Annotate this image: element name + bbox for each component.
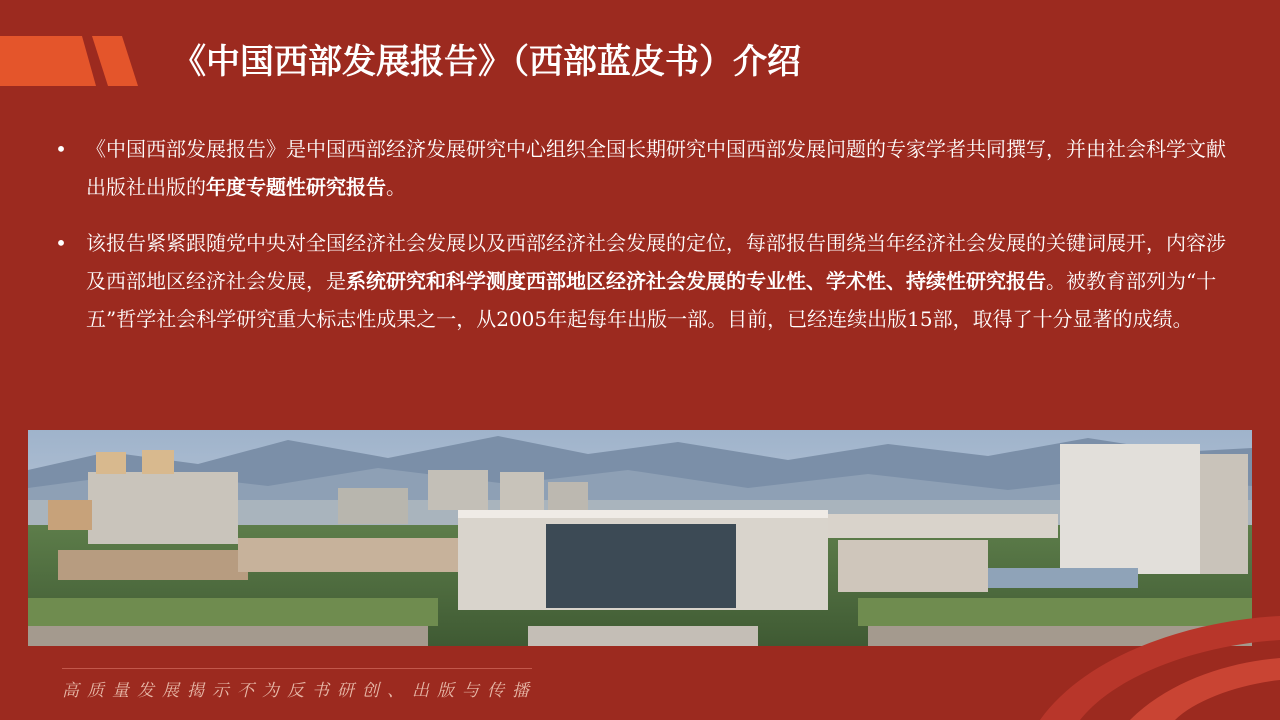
slide-title: 《中国西部发展报告》（西部蓝皮书）介绍 <box>172 42 801 82</box>
building <box>548 482 588 512</box>
building <box>1200 454 1248 574</box>
building <box>88 472 238 544</box>
bullet-1-text-b: 。 <box>386 175 406 199</box>
building <box>838 540 988 592</box>
building <box>428 470 488 510</box>
deco-bar-right <box>92 36 138 86</box>
terrace <box>28 626 428 646</box>
building <box>988 568 1138 588</box>
footer-divider <box>62 668 532 669</box>
bullet-list <box>48 130 1238 356</box>
building <box>96 452 126 474</box>
bullet-item-1 <box>48 130 1238 206</box>
main-building-roof <box>458 510 828 518</box>
building <box>48 500 92 530</box>
bullet-dot: • <box>55 137 67 161</box>
bullet-1-text-bold: 年度专题性研究报告 <box>206 175 386 199</box>
main-building-entrance <box>546 524 736 608</box>
bullet-2-text-bold: 系统研究和科学测度西部地区经济社会发展的专业性、学术性、持续性研究报告 <box>346 269 1046 293</box>
building <box>500 472 544 510</box>
footer-slogan: 高质量发展揭示不为反书研创、出版与传播 <box>62 681 537 701</box>
header-decoration <box>0 36 150 86</box>
building <box>338 488 408 524</box>
bullet-2-text-b: 。被教育部列为“十五”哲学社会科学研究重大标志性成果之一，从2005年起每年出版一部。目前，已经连续出版15部，取得了十分显著的成绩。 <box>86 269 1217 331</box>
corner-swoosh-decoration <box>980 610 1280 720</box>
plaza <box>528 626 758 646</box>
bullet-1-text-a: 《中国西部发展报告》是中国西部经济发展研究中心组织全国长期研究中国西部发展问题的专家学者共同撰写，并由社会科学文献出版社出版的 <box>86 137 1226 199</box>
deco-bar-left <box>0 36 96 86</box>
building <box>1060 444 1200 574</box>
bullet-item-2 <box>48 224 1238 338</box>
building <box>238 538 468 572</box>
green-roof <box>28 598 438 626</box>
building <box>142 450 174 474</box>
bullet-2-text-a: 该报告紧紧跟随党中央对全国经济社会发展以及西部经济社会发展的定位，每部报告围绕当年经济社会发展的关键词展开，内容涉及西部地区经济社会发展，是 <box>86 231 1226 293</box>
building <box>58 550 248 580</box>
building <box>828 514 1058 538</box>
bullet-dot: • <box>55 231 67 255</box>
